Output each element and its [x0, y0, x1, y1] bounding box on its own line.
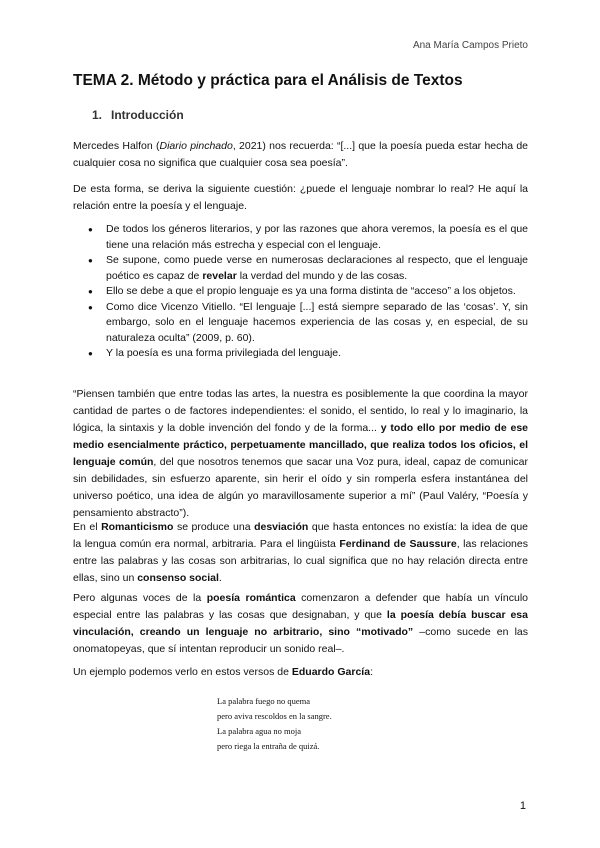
text-run: –como sucede en las onomatopeyas, que sí intentan reproducir un sonido real–. [73, 626, 528, 655]
text-run: comenzaron a defender que había un vínculo especial entre las palabras y las cosas que designaban, y que [73, 592, 528, 621]
text-run: Mercedes Halfon ( [73, 140, 160, 152]
text-run: , 2021) nos recuerda: “[...] que la poesía pueda estar hecha de cualquier cosa no significa que cualquier cosa sea poesía”. [73, 140, 528, 169]
text-run: , las relaciones entre las palabras y las cosas son arbitrarias, lo cual significa que no hay relación directa entre ellas, sino un [73, 538, 528, 584]
text-run: la verdad del mundo y de las cosas. [236, 269, 408, 282]
text-run: Pero algunas voces de la [73, 592, 207, 604]
section-number: 1. [92, 108, 103, 122]
emphasis-text: consenso social [137, 572, 219, 584]
section-title: Introducción [111, 108, 184, 122]
poem-line: pero aviva rescoldos en la sangre. [217, 711, 332, 721]
list-item: ● Ello se debe a que el propio lenguaje es ya una forma distinta de “acceso” a los objetos. [73, 284, 528, 300]
emphasis-text: Romanticismo [101, 521, 174, 533]
text-run: Un ejemplo podemos verlo en estos versos de [73, 666, 292, 678]
paragraph-ejemplo [73, 664, 528, 681]
page-title: TEMA 2. Método y práctica para el Análisis de Textos [73, 72, 463, 89]
list-item: ● De todos los géneros literarios, y por las razones que ahora veremos, la poesía es el que tiene una relación más estrecha y especial con el lenguaje. [73, 222, 528, 253]
text-run: Se supone, como puede verse en numerosas declaraciones al respecto, que el lenguaje poético es capaz de [106, 254, 528, 282]
paragraph-romanticismo [73, 519, 528, 587]
emphasis-text: revelar [202, 269, 237, 282]
emphasis-text: Ferdinand de Saussure [339, 538, 457, 550]
paragraph-halfon [73, 138, 528, 172]
paragraph-valery-quote [73, 386, 528, 522]
poem-line: pero riega la entraña de quizá. [217, 741, 320, 751]
paragraph-question: De esta forma, se deriva la siguiente cuestión: ¿puede el lenguaje nombrar lo real? He aquí la relación entre la poesía y el lenguaje. [73, 183, 528, 212]
book-title: Diario pinchado [159, 140, 233, 152]
poem-line: La palabra agua no moja [217, 726, 302, 736]
emphasis-text: Eduardo García [291, 666, 371, 678]
text-run: que hasta entonces no existía: la idea de que la lengua común era normal, arbitraria. Para el lingüista [73, 521, 528, 550]
text-run: se produce una [173, 521, 255, 533]
section-heading [92, 108, 184, 122]
text-run: “Piensen también que entre todas las artes, la nuestra es posiblemente la que coordina la mayor cantidad de partes o de factores independientes: el sonido, el sentido, lo real y lo imaginario, la lógica, la sintaxis y la doble invención del fondo y de la forma... [73, 388, 528, 434]
list-item [73, 253, 528, 284]
poem-excerpt [217, 694, 332, 754]
poem-line: La palabra fuego no quema [217, 696, 310, 706]
header-author: Ana María Campos Prieto [412, 40, 528, 51]
text-run: . [218, 572, 222, 584]
text-run: : [370, 666, 373, 678]
page-number: 1 [519, 800, 526, 812]
emphasis-text: la poesía debía buscar esa vinculación, creando un lenguaje no arbitrario, sino “motivado” [73, 609, 528, 638]
emphasis-text: poesía romántica [206, 592, 296, 604]
emphasis-text: desviación [254, 521, 309, 533]
emphasis-text: y todo ello por medio de ese medio esencialmente práctico, perpetuamente mancillado, que realiza todos los oficios, el lenguaje común [73, 422, 529, 468]
list-item: ● Y la poesía es una forma privilegiada del lenguaje. [73, 346, 528, 362]
bullet-list [73, 222, 528, 362]
text-run: En el [73, 521, 102, 533]
text-run: , del que nosotros tenemos que sacar una Voz pura, ideal, capaz de comunicar sin debilidades, sin esfuerzo aparente, sin herir el oído y sin romperla esfera instantánea del universo poético, una idea de algún yo maravillosamente superior a mí” (Paul Valéry, “Poesía y pensamiento abstracto”). [73, 456, 528, 519]
paragraph-poesia-romantica [73, 590, 528, 658]
list-item: ● Como dice Vicenzo Vitiello. “El lenguaje [...] está siempre separado de las ‘cosas’. Y, sin embargo, solo en el lenguaje hacemos experiencia de las cosas y, en especial, de su naturaleza oculta” (2009, p. 60). [73, 300, 528, 347]
